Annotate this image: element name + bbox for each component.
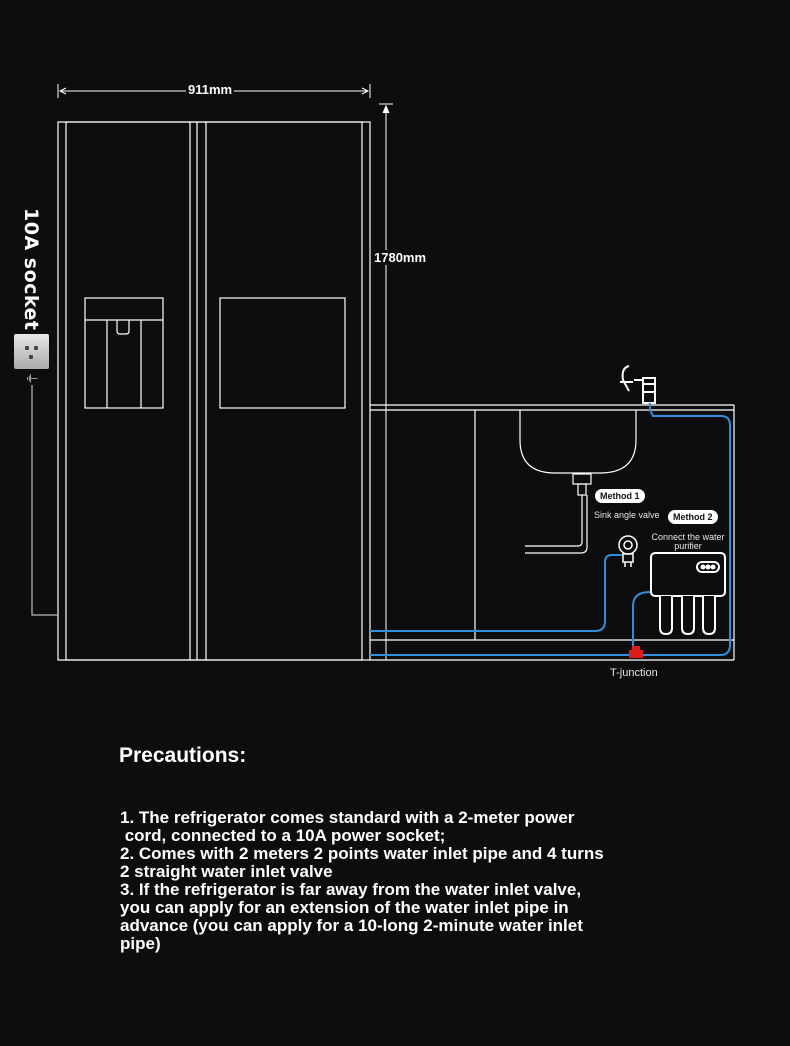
precaution-line: 2 straight water inlet valve	[120, 862, 333, 881]
water-purifier-icon	[651, 553, 725, 634]
precautions-notes	[120, 809, 680, 953]
display-panel	[220, 298, 345, 408]
precaution-line: cord, connected to a 10A power socket;	[120, 826, 446, 845]
precaution-line: 1. The refrigerator comes standard with a 2-meter power	[120, 808, 575, 827]
precaution-line: 3. If the refrigerator is far away from the water inlet valve,	[120, 880, 582, 899]
faucet-icon	[620, 366, 655, 403]
power-socket-icon	[14, 334, 49, 369]
refrigerator	[58, 122, 370, 660]
precaution-line: pipe)	[120, 934, 161, 953]
angle-valve-icon	[619, 536, 637, 567]
sink	[520, 410, 636, 553]
height-dimension-label: 1780mm	[374, 250, 427, 265]
water-dispenser	[85, 298, 163, 408]
method1-badge: Method 1	[595, 489, 645, 503]
precaution-line: advance (you can apply for a 10-long 2-minute water inlet	[120, 916, 583, 935]
method1-label: Sink angle valve	[594, 510, 660, 520]
method2-label-line2: purifier	[674, 541, 702, 551]
water-pipe	[370, 403, 730, 655]
precautions-title: Precautions:	[119, 744, 247, 767]
height-dimension-line	[379, 104, 393, 660]
method2-label	[648, 533, 728, 551]
method2-badge: Method 2	[668, 510, 718, 524]
width-dimension-label: 911mm	[188, 82, 233, 97]
tjunction-label: T-junction	[610, 667, 658, 679]
precaution-line: you can apply for an extension of the water inlet pipe in	[120, 898, 569, 917]
precaution-line: 2. Comes with 2 meters 2 points water inlet pipe and 4 turns	[120, 844, 604, 863]
power-cord	[32, 385, 58, 615]
method2-label-line1: Connect the water	[651, 532, 725, 542]
socket-label: 10A socket	[20, 208, 42, 331]
t-junction-icon	[629, 646, 643, 658]
plug-icon: ⏚	[24, 371, 40, 386]
